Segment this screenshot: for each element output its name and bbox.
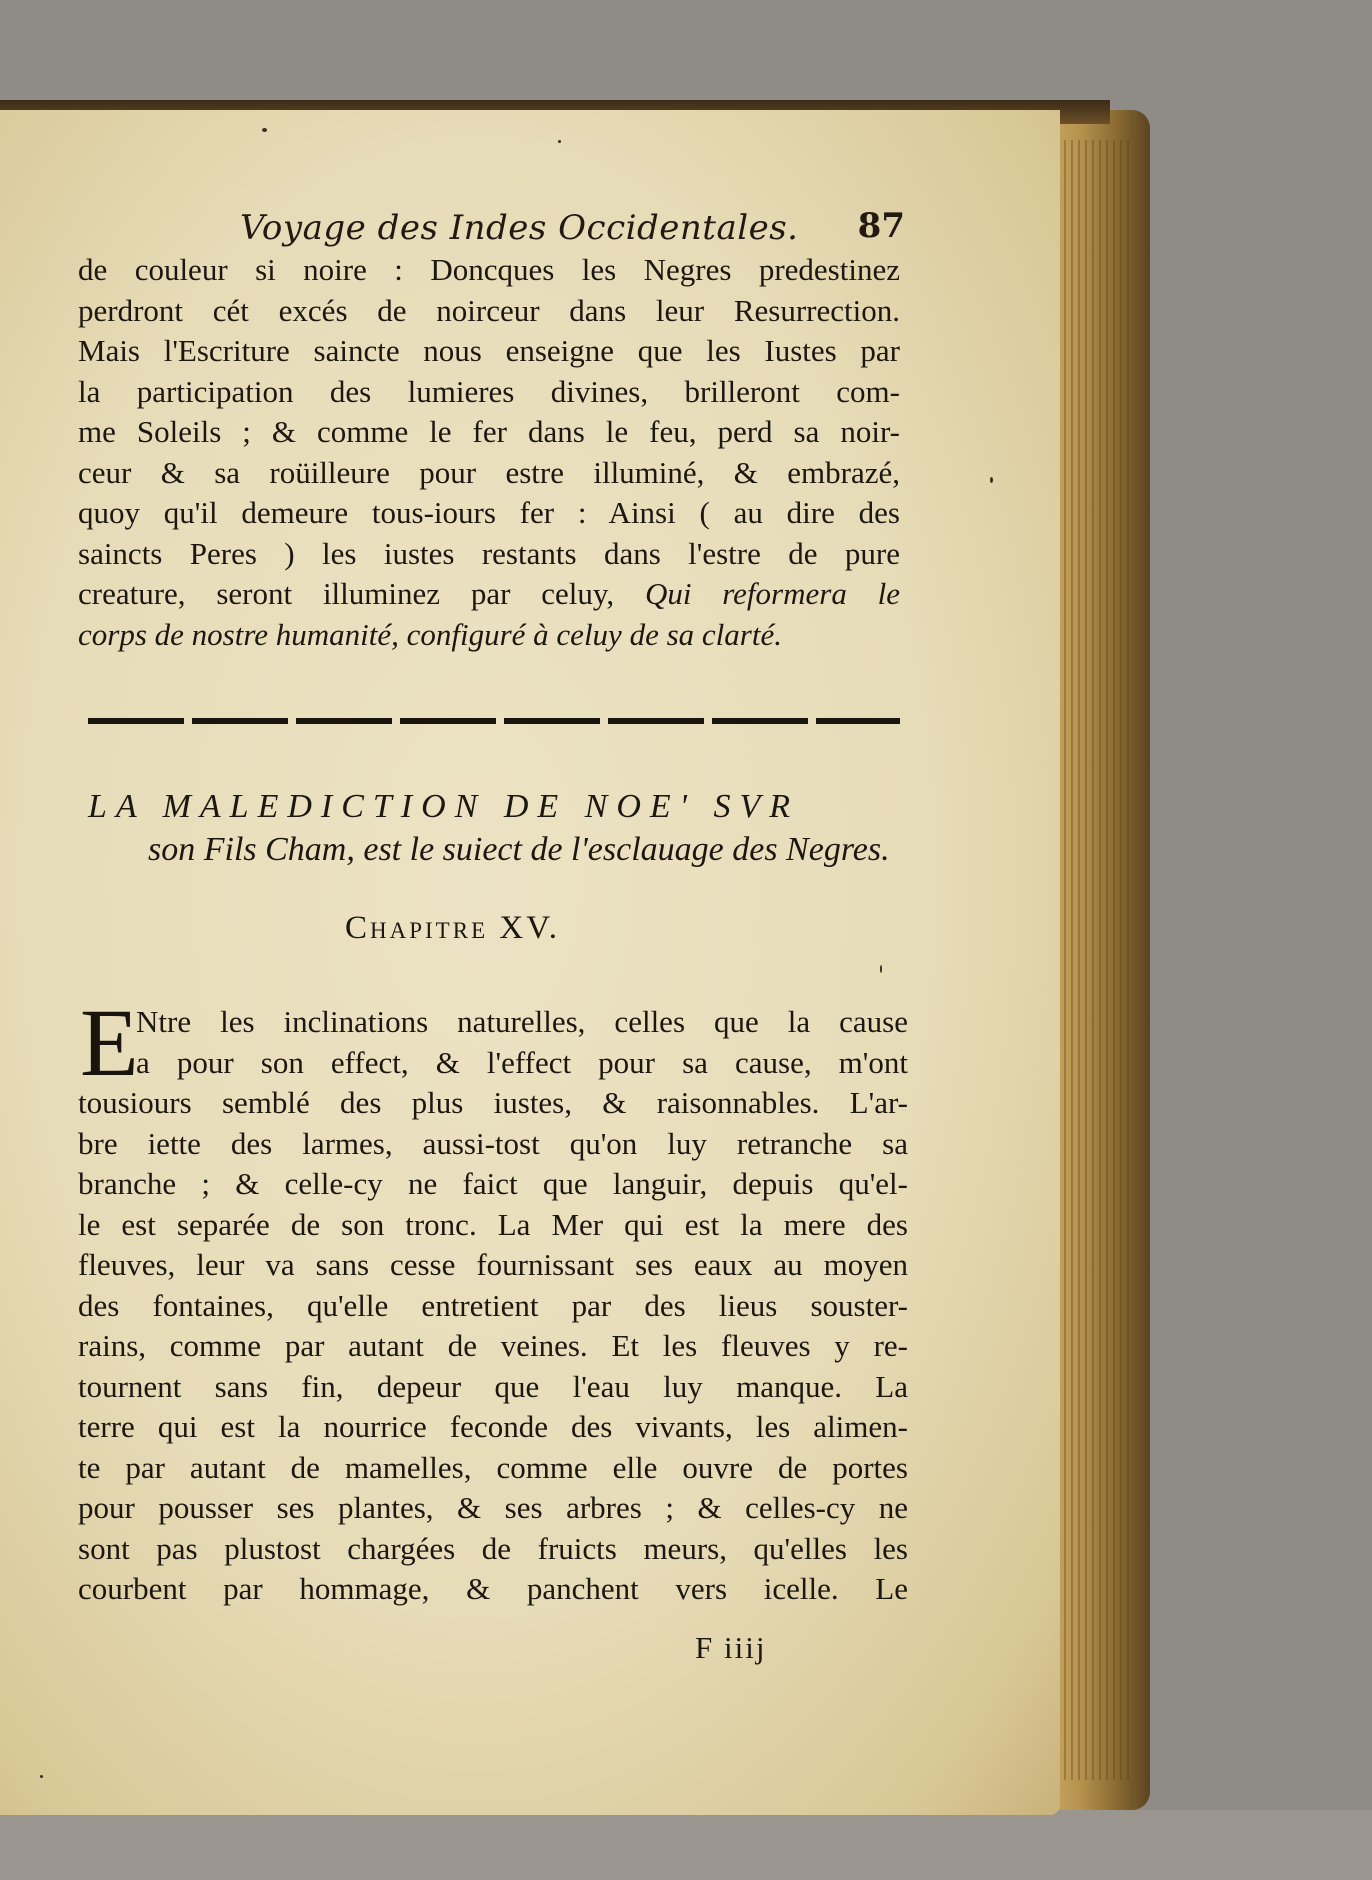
book-page-edge-lines xyxy=(1050,140,1130,1780)
quotation-italic: Qui reformera le xyxy=(644,576,901,611)
text-line: courbent par hommage, & panchent vers icelle. Le xyxy=(78,1571,908,1606)
running-head xyxy=(240,208,920,254)
chapter-subtitle-line: son Fils Cham, est le suiect de l'esclauage des Negres. xyxy=(148,831,890,868)
text-line: tousiours semblé des plus iustes, & raisonnables. L'ar- xyxy=(78,1085,908,1120)
text-line: Mais l'Escriture saincte nous enseigne que les Iustes par xyxy=(78,333,900,368)
text-line: bre iette des larmes, aussi-tost qu'on luy retranche sa xyxy=(78,1125,908,1161)
text-line: de couleur si noire : Doncques les Negres predestinez xyxy=(78,252,900,287)
signature-mark: F iiij xyxy=(695,1630,767,1665)
text-line: pour pousser ses plantes, & ses arbres ; & celles-cy ne xyxy=(78,1490,908,1525)
text-segment: creature, seront illuminez par celuy, xyxy=(78,576,645,611)
text-line: te par autant de mamelles, comme elle ouvre de portes xyxy=(78,1449,908,1485)
page-number: 87 xyxy=(857,206,905,246)
paragraph-continuation xyxy=(78,250,900,655)
chapter-body-paragraph xyxy=(78,989,908,1610)
paper-speck xyxy=(40,1775,43,1778)
text-line: sont pas plustost chargées de fruicts meurs, qu'elles les xyxy=(78,1530,908,1566)
text-line: perdront cét excés de noirceur dans leur Resurrection. xyxy=(78,292,900,328)
backdrop xyxy=(0,1810,1372,1880)
text-line: a pour son effect, & l'effect pour sa cause, m'ont xyxy=(136,1044,908,1080)
chapter-title xyxy=(88,785,910,871)
text-line: tournent sans fin, depeur que l'eau luy manque. La xyxy=(78,1368,908,1404)
chapter-title-line: LA MALEDICTION DE NOE' SVR xyxy=(88,788,799,825)
quotation-italic-line: corps de nostre humanité, configuré à celuy de sa clarté. xyxy=(78,616,782,652)
text-line: quoy qu'il demeure tous-iours fer : Ainsi ( au dire des xyxy=(78,495,900,530)
paper-speck xyxy=(262,128,267,132)
section-divider-rule xyxy=(88,718,900,724)
drop-cap: E xyxy=(80,989,139,1096)
text-line: me Soleils ; & comme le fer dans le feu, perd sa noir- xyxy=(78,414,900,449)
text-line: branche ; & celle-cy ne faict que languir, depuis qu'el- xyxy=(78,1166,908,1201)
text-line xyxy=(78,574,900,615)
text-line: Ntre les inclinations naturelles, celles que la cause xyxy=(136,1004,908,1039)
text-line: rains, comme par autant de veines. Et les fleuves y re- xyxy=(78,1328,908,1363)
text-line: le est separée de son tronc. La Mer qui est la mere des xyxy=(78,1206,908,1242)
text-line: fleuves, leur va sans cesse fournissant ses eaux au moyen xyxy=(78,1247,908,1282)
text-line: des fontaines, qu'elle entretient par des lieus souster- xyxy=(78,1287,908,1323)
text-line: la participation des lumieres divines, brilleront com- xyxy=(78,373,900,409)
paper-speck xyxy=(880,965,882,973)
paper-speck xyxy=(558,140,561,143)
text-line: terre qui est la nourrice feconde des vivants, les alimen- xyxy=(78,1409,908,1444)
running-title: Voyage des Indes Occidentales. xyxy=(240,208,799,248)
text-line: saincts Peres ) les iustes restants dans l'estre de pure xyxy=(78,535,900,571)
paper-speck xyxy=(990,477,993,483)
text-line: ceur & sa roüilleure pour estre illuminé, & embrazé, xyxy=(78,454,900,490)
chapter-number: Chapitre XV. xyxy=(345,910,561,946)
